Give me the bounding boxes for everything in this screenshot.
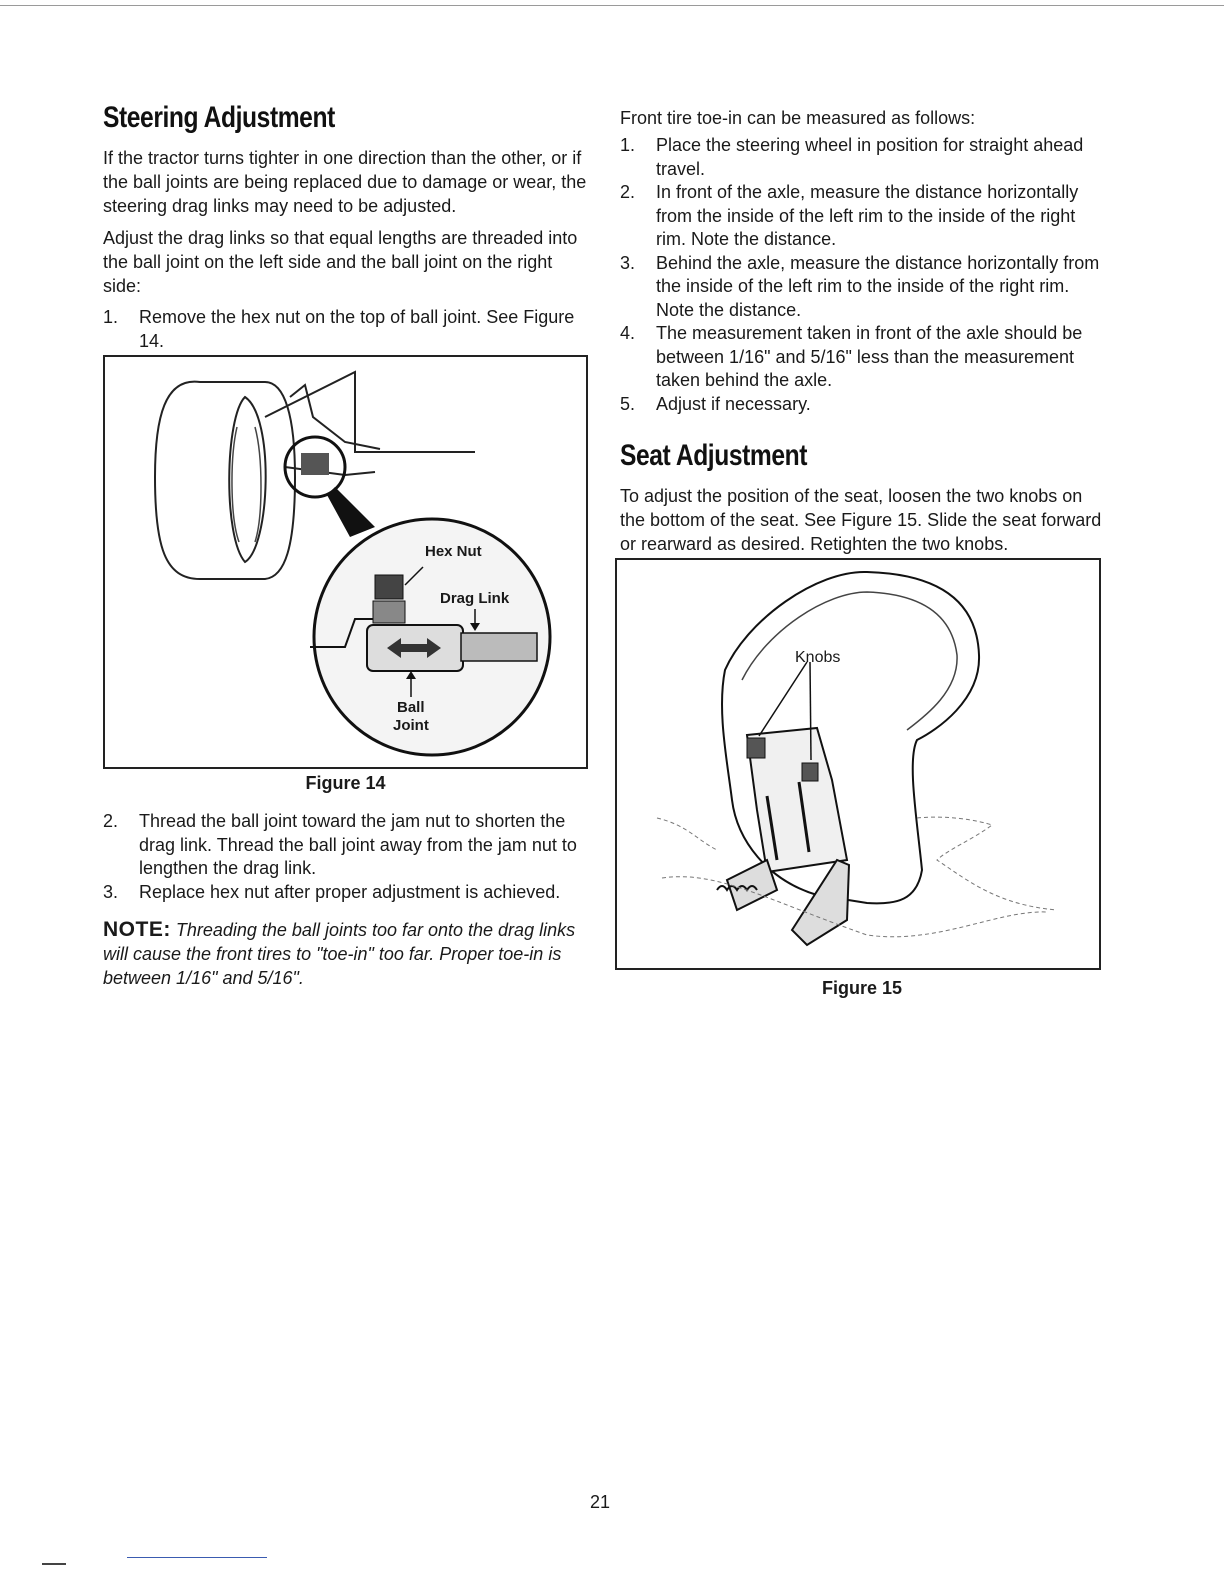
- figure-15-illustration: [617, 560, 1099, 968]
- list-item: [103, 881, 588, 905]
- list-item: [103, 810, 588, 881]
- steering-steps-2: [103, 810, 588, 904]
- step-number: 2.: [620, 182, 636, 202]
- step-text: Behind the axle, measure the distance horizontally from the inside of the left rim to the inside of the right rim. Note the distance.: [656, 252, 1100, 320]
- list-item: [620, 393, 1104, 417]
- jam-nut: [373, 601, 405, 623]
- step-number: 2.: [103, 811, 119, 831]
- step-text: Adjust if necessary.: [656, 393, 811, 414]
- label-drag-link: Drag Link: [440, 590, 510, 607]
- list-item: [620, 322, 1104, 393]
- step-text: Replace hex nut after proper adjustment is achieved.: [139, 881, 561, 902]
- steering-para-2: Adjust the drag links so that equal lengths are threaded into the ball joint on the left side and the ball joint on the right side:: [103, 228, 578, 296]
- ground-line-3: [917, 817, 1057, 910]
- step-text: The measurement taken in front of the axle should be between 1/16" and 5/16" less than the measurement taken behind the axle.: [656, 323, 1083, 390]
- toe-in-steps: [620, 134, 1104, 416]
- top-rule: [0, 5, 1224, 6]
- knobs-pointer-right: [810, 662, 811, 760]
- list-item: [620, 181, 1104, 252]
- figure-14-caption: Figure 14: [305, 773, 386, 793]
- page-number: 21: [589, 1492, 611, 1512]
- rim-inner-2: [255, 427, 261, 542]
- right-column: [620, 106, 1104, 999]
- axle-frame: [265, 372, 475, 452]
- step-number: 4.: [620, 323, 636, 343]
- knobs-pointer-left: [759, 662, 807, 736]
- ball-joint-small: [301, 453, 329, 475]
- label-hex-nut: Hex Nut: [425, 543, 482, 560]
- label-ball: Ball: [397, 699, 425, 716]
- hex-nut: [375, 575, 403, 599]
- left-column: [103, 100, 588, 990]
- label-knobs: Knobs: [795, 649, 841, 666]
- steering-para-1: If the tractor turns tighter in one direction than the other, or if the ball joints are being replaced due to damage or wear, the steering drag links may need to be adjusted.: [103, 148, 587, 216]
- step-number: 3.: [620, 252, 636, 273]
- knob-right: [802, 763, 818, 781]
- hinge-right: [792, 860, 849, 945]
- list-item: [620, 252, 1104, 323]
- label-joint: Joint: [393, 717, 429, 734]
- bottom-rule: [127, 1557, 267, 1558]
- list-item: [620, 134, 1104, 181]
- note-block: [103, 918, 588, 990]
- figure-15-caption: Figure 15: [821, 978, 903, 998]
- note-label: NOTE:: [103, 918, 171, 941]
- toe-in-intro: Front tire toe-in can be measured as follows:: [620, 108, 976, 128]
- note-text: Threading the ball joints too far onto the drag links will cause the front tires to "toe-in" too far. Proper toe-in is between 1/16" and 5/16".: [103, 920, 576, 988]
- bottom-mark: [42, 1563, 66, 1565]
- step-text: Remove the hex nut on the top of ball joint. See Figure 14.: [139, 307, 575, 351]
- step-number: 1.: [620, 135, 636, 155]
- step-number: 3.: [103, 881, 119, 902]
- step-text: Place the steering wheel in position for straight ahead travel.: [656, 135, 1084, 179]
- list-item: [103, 306, 588, 353]
- ground-line-1: [657, 818, 717, 850]
- drag-link-rod: [461, 633, 537, 661]
- knob-left: [747, 738, 765, 758]
- step-number: 1.: [103, 307, 119, 327]
- drag-link-small: [285, 467, 375, 475]
- figure-15-box: [615, 558, 1101, 970]
- seat-para: To adjust the position of the seat, loosen the two knobs on the bottom of the seat. See Figure 15. Slide the seat forward or rearward as desired. Retighten the two knobs.: [620, 486, 1102, 554]
- figure-14-illustration: [105, 357, 586, 767]
- step-number: 5.: [620, 393, 636, 414]
- tire-outline: [155, 382, 295, 579]
- steering-steps-1: [103, 306, 588, 353]
- seat-adjustment-heading: Seat Adjustment: [620, 439, 808, 472]
- seat-back-inner: [742, 592, 957, 730]
- figure-14-box: [103, 355, 588, 769]
- step-text: Thread the ball joint toward the jam nut to shorten the drag link. Thread the ball joint away from the jam nut to lengthen the drag link.: [139, 811, 577, 878]
- zoom-wedge: [327, 487, 375, 537]
- step-text: In front of the axle, measure the distance horizontally from the inside of the left rim to the inside of the right rim. Note the distance.: [656, 182, 1079, 249]
- steering-adjustment-heading: Steering Adjustment: [103, 101, 335, 134]
